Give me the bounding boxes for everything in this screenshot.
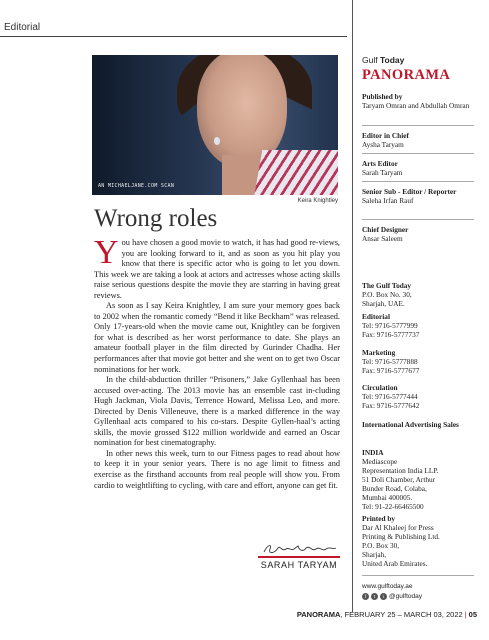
sidebar-rule: [362, 181, 474, 182]
photo-caption: Keira Knightley: [297, 198, 338, 204]
senior-sub-editor: Senior Sub - Editor / Reporter Saleha Irfan Rauf: [362, 187, 457, 205]
editorial-contact: Editorial Tel: 9716-5777999 Fax: 9716-5777737: [362, 312, 420, 339]
marketing-contact: Marketing Tel: 9716-5777888 Fax: 9716-5777677: [362, 348, 420, 375]
arts-editor: Arts Editor Sarah Taryam: [362, 159, 403, 177]
footer-separator: |: [464, 610, 467, 619]
section-label: Editorial: [4, 22, 41, 33]
photo-credit: AN MICHAELJANE.COM SCAN: [98, 183, 175, 189]
photo-earring: [214, 137, 220, 145]
dropcap: Y: [94, 234, 119, 271]
brand-gulf-today: Gulf Today: [362, 55, 405, 65]
printed-by: Printed by Dar Al Khaleej for Press Printing & Publishing Ltd. P.O. Box 30, Sharjah, United Arab Emirates.: [362, 514, 440, 568]
header-rule: [0, 36, 347, 37]
page-number: 05: [468, 610, 477, 619]
page-footer: [297, 610, 477, 619]
article-photo: [92, 55, 338, 195]
website-link[interactable]: www.gulftoday.ae: [362, 583, 413, 590]
social-handle: @gulftoday: [389, 593, 422, 600]
paragraph-4: In other news this week, turn to our Fitness pages to read about how to keep it in your senior years. There is no age limit to fitness and exercise as the firsthand accounts from real people will show you. From cardio to weightlifting to cycling, with care and effort, anyone can get fit.: [94, 448, 340, 490]
instagram-icon[interactable]: i: [380, 593, 387, 600]
signature-rule: [258, 556, 340, 558]
article-body: [94, 234, 340, 491]
sidebar-rule: [362, 219, 474, 220]
paragraph-3: In the child-abduction thriller “Prisoners,” Jake Gyllenhaal has been accused over-acting. The 2013 movie has an ensemble cast in-cluding Hugh Jackman, Viola Davis, Terrence Howard, Melissa Leo, and more. Directed by Denis Villeneuve, there is a marked difference in the way Gyllenhaal acts compared to his co-stars. Despite Gyllen-haal’s acting skills, the movie grossed $122 million worldwide and earned an Oscar nomination for best cinematography.: [94, 375, 340, 448]
headline: Wrong roles: [94, 205, 218, 232]
india-contact: INDIA Mediascope Representation India LLP. 51 Doli Chamber, Arthur Bunder Road, Colaba, Mumbai 400005. Tel: 91-22-66465500: [362, 448, 439, 511]
circulation-contact: Circulation Tel: 9716-5777444 Fax: 9716-5777642: [362, 383, 420, 410]
published-by: Published by Taryam Omran and Abdullah Omran: [362, 92, 470, 110]
sidebar-rule: [362, 125, 474, 126]
chief-designer: Chief Designer Ansar Saleem: [362, 225, 409, 243]
brand-panorama: PANORAMA: [362, 67, 451, 83]
international-advertising: International Advertising Sales: [362, 420, 459, 429]
footer-magazine: PANORAMA: [296, 610, 341, 619]
gulf-today-address: The Gulf Today P.O. Box No. 30, Sharjah, UAE.: [362, 281, 412, 308]
facebook-icon[interactable]: f: [362, 593, 369, 600]
social-links: [362, 593, 422, 600]
paragraph-2: As soon as I say Keira Knightley, I am sure your memory goes back to 2002 when the romantic comedy “Bend it like Beckham” was released. Only 17-years-old when the movie came out, Knightley can be forgiven for what is described as her worst performance to date. She plays an amateur football player in the film directed by Gurinder Chadha. Her performances after that movie got better and she went on to get two Oscar nominations for her work.: [94, 301, 340, 374]
column-divider: [352, 0, 353, 612]
twitter-icon[interactable]: t: [371, 593, 378, 600]
paragraph-1: You have chosen a good movie to watch, it has had good re-views, you are looking forward to it, and as soon as you hit play you know that there is specific actor who is going to let you down. This week we are taking a look at actors and actresses whose acting skills raise serious questions despite the movie they are starring in having great reviews.: [94, 234, 340, 300]
author-name: SARAH TARYAM: [260, 560, 338, 570]
masthead: [362, 55, 482, 568]
footer-date: , FEBRUARY 25 – MARCH 03, 2022: [340, 610, 463, 619]
photo-collar: [252, 150, 338, 195]
sidebar-rule: [362, 575, 474, 576]
editor-in-chief: Editor in Chief Aysha Taryam: [362, 131, 409, 149]
sidebar-rule: [362, 153, 474, 154]
